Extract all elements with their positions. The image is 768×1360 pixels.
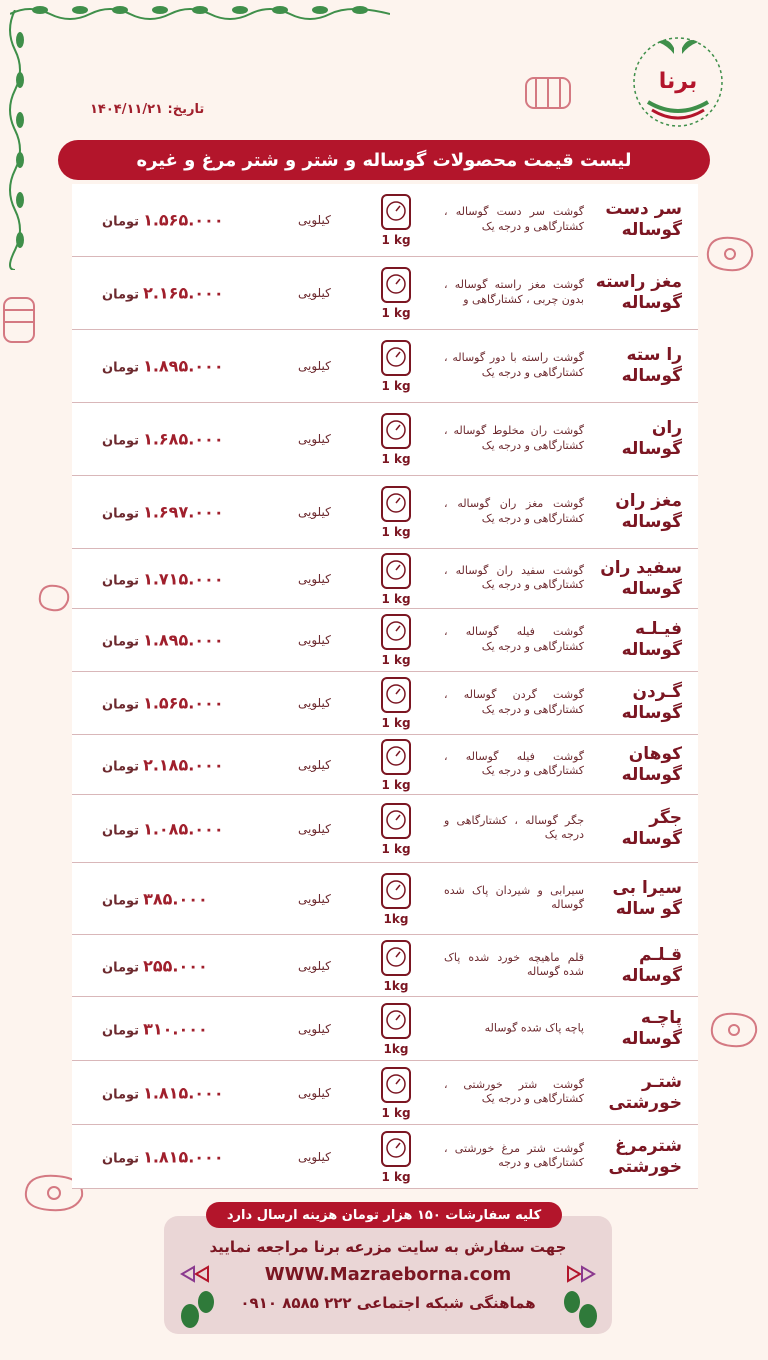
scale-icon [376,552,416,592]
table-row [72,549,698,609]
price-value: ۱.۷۱۵.۰۰۰ [143,569,224,588]
unit-label: کیلویی [298,696,331,710]
product-name [586,682,682,725]
scale-icon [376,1130,416,1170]
product-name-line2: گوساله [621,965,682,986]
unit-label: کیلویی [298,1085,331,1100]
table-row [72,1061,698,1125]
product-description: سیرابی و شیردان پاک شده گوساله [444,883,584,912]
product-name-line1: سفید ران [600,557,682,578]
meat-steak-icon [700,232,760,276]
product-name-line2: گوساله [621,640,682,660]
currency-label: تومان [102,573,140,588]
scale-icon [376,738,416,778]
unit-label: کیلویی [298,359,331,373]
product-name-line1: سیرا بی [612,877,682,898]
product-name-line2: گوساله [621,293,682,313]
logo-wordmark: برنا [658,69,698,94]
weight-label: 1 kg [381,591,411,606]
unit-label: کیلویی [298,571,331,586]
weight-scale [376,613,416,667]
weight-label: 1 kg [381,777,411,792]
unit-label: کیلویی [298,1021,331,1036]
arrow-left-icon [172,1264,212,1284]
table-row [72,609,698,672]
unit-label: کیلویی [298,958,331,973]
currency-label: تومان [102,893,140,908]
weight-scale [376,1002,416,1056]
product-description: گوشت مغز ران گوساله ، کشتارگاهی و درجه یک [444,497,584,525]
product-name-line2: گو ساله [615,898,682,919]
product-name [586,491,682,534]
product-description: گوشت سر دست گوساله ، کشتارگاهی و درجه یک [444,205,584,233]
price-value: ۱.۰۸۵.۰۰۰ [143,819,224,838]
product-name [586,1007,682,1050]
weight-label: 1 kg [381,306,411,320]
order-instruction: جهت سفارش به سایت مزرعه برنا مراجعه نمایید [209,1238,567,1256]
price [102,694,224,713]
weight-scale [376,193,416,247]
unit-label: کیلویی [298,757,331,772]
scale-icon [376,676,416,716]
currency-label: تومان [102,214,140,230]
price-table [72,184,698,1189]
product-description: گوشت راسته با دور گوساله ، کشتارگاهی و درجه یک [444,351,584,379]
weight-scale [376,552,416,606]
price-value: ۱.۸۱۵.۰۰۰ [143,1147,224,1166]
price-value: ۱.۸۱۵.۰۰۰ [143,1083,224,1102]
scale-icon [376,266,416,306]
weight-scale [376,485,416,539]
product-name-line1: سر دست [605,198,682,219]
price-value: ۱.۵۶۵.۰۰۰ [143,210,224,230]
product-name [586,272,682,315]
price [102,1147,224,1166]
currency-label: تومان [102,506,140,522]
price [102,631,224,650]
currency-label: تومان [102,1023,140,1038]
weight-label: 1kg [383,978,409,993]
price [102,1019,208,1038]
table-row [72,403,698,476]
scale-icon [376,1002,416,1042]
weight-label: 1 kg [381,1105,411,1120]
price-value: ۲.۱۸۵.۰۰۰ [143,755,224,774]
phone-line: هماهنگی شبکه اجتماعی ۲۲۲ ۸۵۸۵ ۰۹۱۰ [240,1294,536,1312]
vine-decoration-left [0,10,30,270]
price [102,211,224,230]
product-name [586,199,682,242]
price-value: ۲۵۵.۰۰۰ [143,956,208,975]
price-value: ۳۸۵.۰۰۰ [143,889,208,908]
product-name-line1: قـلـم [638,944,682,965]
product-name [586,557,682,600]
weight-scale [376,1130,416,1184]
price [102,569,224,588]
product-name [586,1135,682,1178]
meat-steak-icon [704,1008,764,1052]
price-value: ۱.۶۹۷.۰۰۰ [143,502,224,522]
price-value: ۱.۸۹۵.۰۰۰ [143,630,224,650]
table-row [72,257,698,330]
table-row [72,863,698,935]
product-description: گوشت سفید ران گوساله ، کشتارگاهی و درجه یک [444,563,584,592]
weight-label: 1 kg [381,716,411,730]
weight-scale [376,802,416,856]
product-name-line1: شتـر [641,1071,682,1092]
weight-scale [376,872,416,926]
product-description: گوشت فیله گوساله ، کشتارگاهی و درجه یک [444,749,584,778]
unit-label: کیلویی [298,1149,331,1164]
scale-icon [376,193,416,233]
weight-label: 1 kg [381,653,411,667]
table-row [72,795,698,863]
product-description: قلم ماهیچه خورد شده پاک شده گوساله [444,950,584,979]
product-description: پاچه پاک شده گوساله [484,1021,584,1035]
product-name-line1: گـردن [632,681,682,702]
website-link[interactable]: WWW.Mazraeborna.com [264,1264,512,1285]
date-line [90,102,204,117]
price [102,755,224,774]
price [102,889,208,908]
product-name-line1: پاچـه [640,1007,682,1028]
weight-scale [376,339,416,393]
unit-label: کیلویی [298,633,331,647]
price [102,357,224,376]
product-name-line2: گوساله [621,366,682,386]
weight-scale [376,266,416,320]
footer-box [164,1216,612,1334]
product-name-line1: کوهان [628,743,682,764]
meat-steak-icon [36,582,72,614]
price [102,1083,224,1102]
currency-label: تومان [102,759,140,774]
price [102,284,224,303]
currency-label: تومان [102,823,140,838]
scale-icon [376,939,416,979]
weight-label: 1 kg [381,452,411,466]
arrow-right-icon [564,1264,604,1284]
product-name [586,877,682,920]
weight-scale [376,412,416,466]
product-description: گوشت فیله گوساله ، کشتارگاهی و درجه یک [444,625,584,653]
product-name-line1: شترمرغ [615,1135,682,1156]
meat-ribs-icon [0,290,40,350]
scale-icon [376,339,416,379]
scale-icon [376,485,416,525]
product-name-line1: فیـلـه [635,618,682,639]
price-value: ۲.۱۶۵.۰۰۰ [143,283,224,303]
product-name-line2: گوساله [621,578,682,599]
weight-label: 1 kg [381,379,411,393]
product-name [586,619,682,662]
unit-label: کیلویی [298,821,331,836]
scale-icon [376,1066,416,1106]
table-row [72,672,698,735]
unit-label: کیلویی [298,432,331,446]
product-description: جگر گوساله ، کشتارگاهی و درجه یک [444,813,584,842]
product-description: گوشت گردن گوساله ، کشتارگاهی و درجه یک [444,688,584,716]
price [102,503,224,522]
product-name [586,807,682,850]
price [102,956,208,975]
product-name-line1: جگر [649,807,682,828]
weight-scale [376,939,416,993]
product-description: گوشت شتر مرغ خورشتی ، کشتارگاهی و درجه [444,1141,584,1170]
vine-decoration-top [10,0,390,30]
product-name-line2: خورشتی [608,1092,682,1113]
weight-scale [376,738,416,792]
weight-label: 1 kg [381,841,411,856]
product-name-line1: ران [651,417,682,438]
product-name [586,345,682,388]
product-name [586,944,682,987]
unit-label: کیلویی [298,286,331,300]
product-name [586,418,682,461]
product-name [586,743,682,786]
currency-label: تومان [102,960,140,975]
weight-label: 1kg [383,911,409,926]
table-row [72,476,698,549]
currency-label: تومان [102,697,140,713]
price-value: ۱.۵۶۵.۰۰۰ [143,693,224,713]
price-value: ۱.۸۹۵.۰۰۰ [143,356,224,376]
product-description: گوشت شتر خورشتی ، کشتارگاهی و درجه یک [444,1077,584,1106]
product-name [586,1071,682,1114]
product-name-line2: گوساله [621,439,682,459]
price [102,430,224,449]
date-label: تاریخ: [167,102,205,117]
unit-label: کیلویی [298,213,331,227]
weight-label: 1 kg [381,1169,411,1184]
borna-farm-logo [628,32,728,132]
table-row [72,735,698,795]
product-name-line2: گوساله [621,512,682,532]
scale-icon [376,412,416,452]
currency-label: تومان [102,1087,140,1102]
unit-label: کیلویی [298,505,331,519]
weight-label: 1 kg [381,233,411,247]
leaf-icon [560,1286,600,1330]
currency-label: تومان [102,1151,140,1166]
product-name-line2: گوساله [621,828,682,849]
product-description: گوشت ران مخلوط گوساله ، کشتارگاهی و درجه یک [444,424,584,452]
scale-icon [376,613,416,653]
product-name-line2: گوساله [621,220,682,240]
table-row [72,184,698,257]
currency-label: تومان [102,433,140,449]
scale-icon [376,872,416,912]
product-name-line1: مغز ران [615,490,682,511]
unit-label: کیلویی [298,891,331,906]
meat-ribs-icon [520,68,580,118]
weight-scale [376,676,416,730]
weight-scale [376,1066,416,1120]
product-name-line2: گوساله [621,703,682,723]
table-row [72,997,698,1061]
product-name-line2: گوساله [621,1028,682,1049]
table-row [72,1125,698,1189]
leaf-icon [178,1286,218,1330]
price [102,819,224,838]
weight-label: 1kg [383,1041,409,1056]
product-name-line1: را سته [626,344,682,365]
currency-label: تومان [102,287,140,303]
product-name-line2: گوساله [621,764,682,785]
product-description: گوشت مغز راسته گوساله ، بدون چربی ، کشتارگاهی و [444,278,584,306]
table-row [72,935,698,997]
page-title: لیست قیمت محصولات گوساله و شتر و شتر مرغ و غیره [58,140,710,180]
currency-label: تومان [102,360,140,376]
product-name-line1: مغز راسته [595,271,682,292]
scale-icon [376,802,416,842]
date-value: ۱۴۰۴/۱۱/۲۱ [90,102,163,117]
product-name-line2: خورشتی [608,1156,682,1177]
table-row [72,330,698,403]
price-value: ۳۱۰.۰۰۰ [143,1019,208,1038]
currency-label: تومان [102,634,140,650]
weight-label: 1 kg [381,525,411,539]
shipping-note: کلیه سفارشات ۱۵۰ هزار تومان هزینه ارسال دارد [206,1202,562,1228]
price-value: ۱.۶۸۵.۰۰۰ [143,429,224,449]
